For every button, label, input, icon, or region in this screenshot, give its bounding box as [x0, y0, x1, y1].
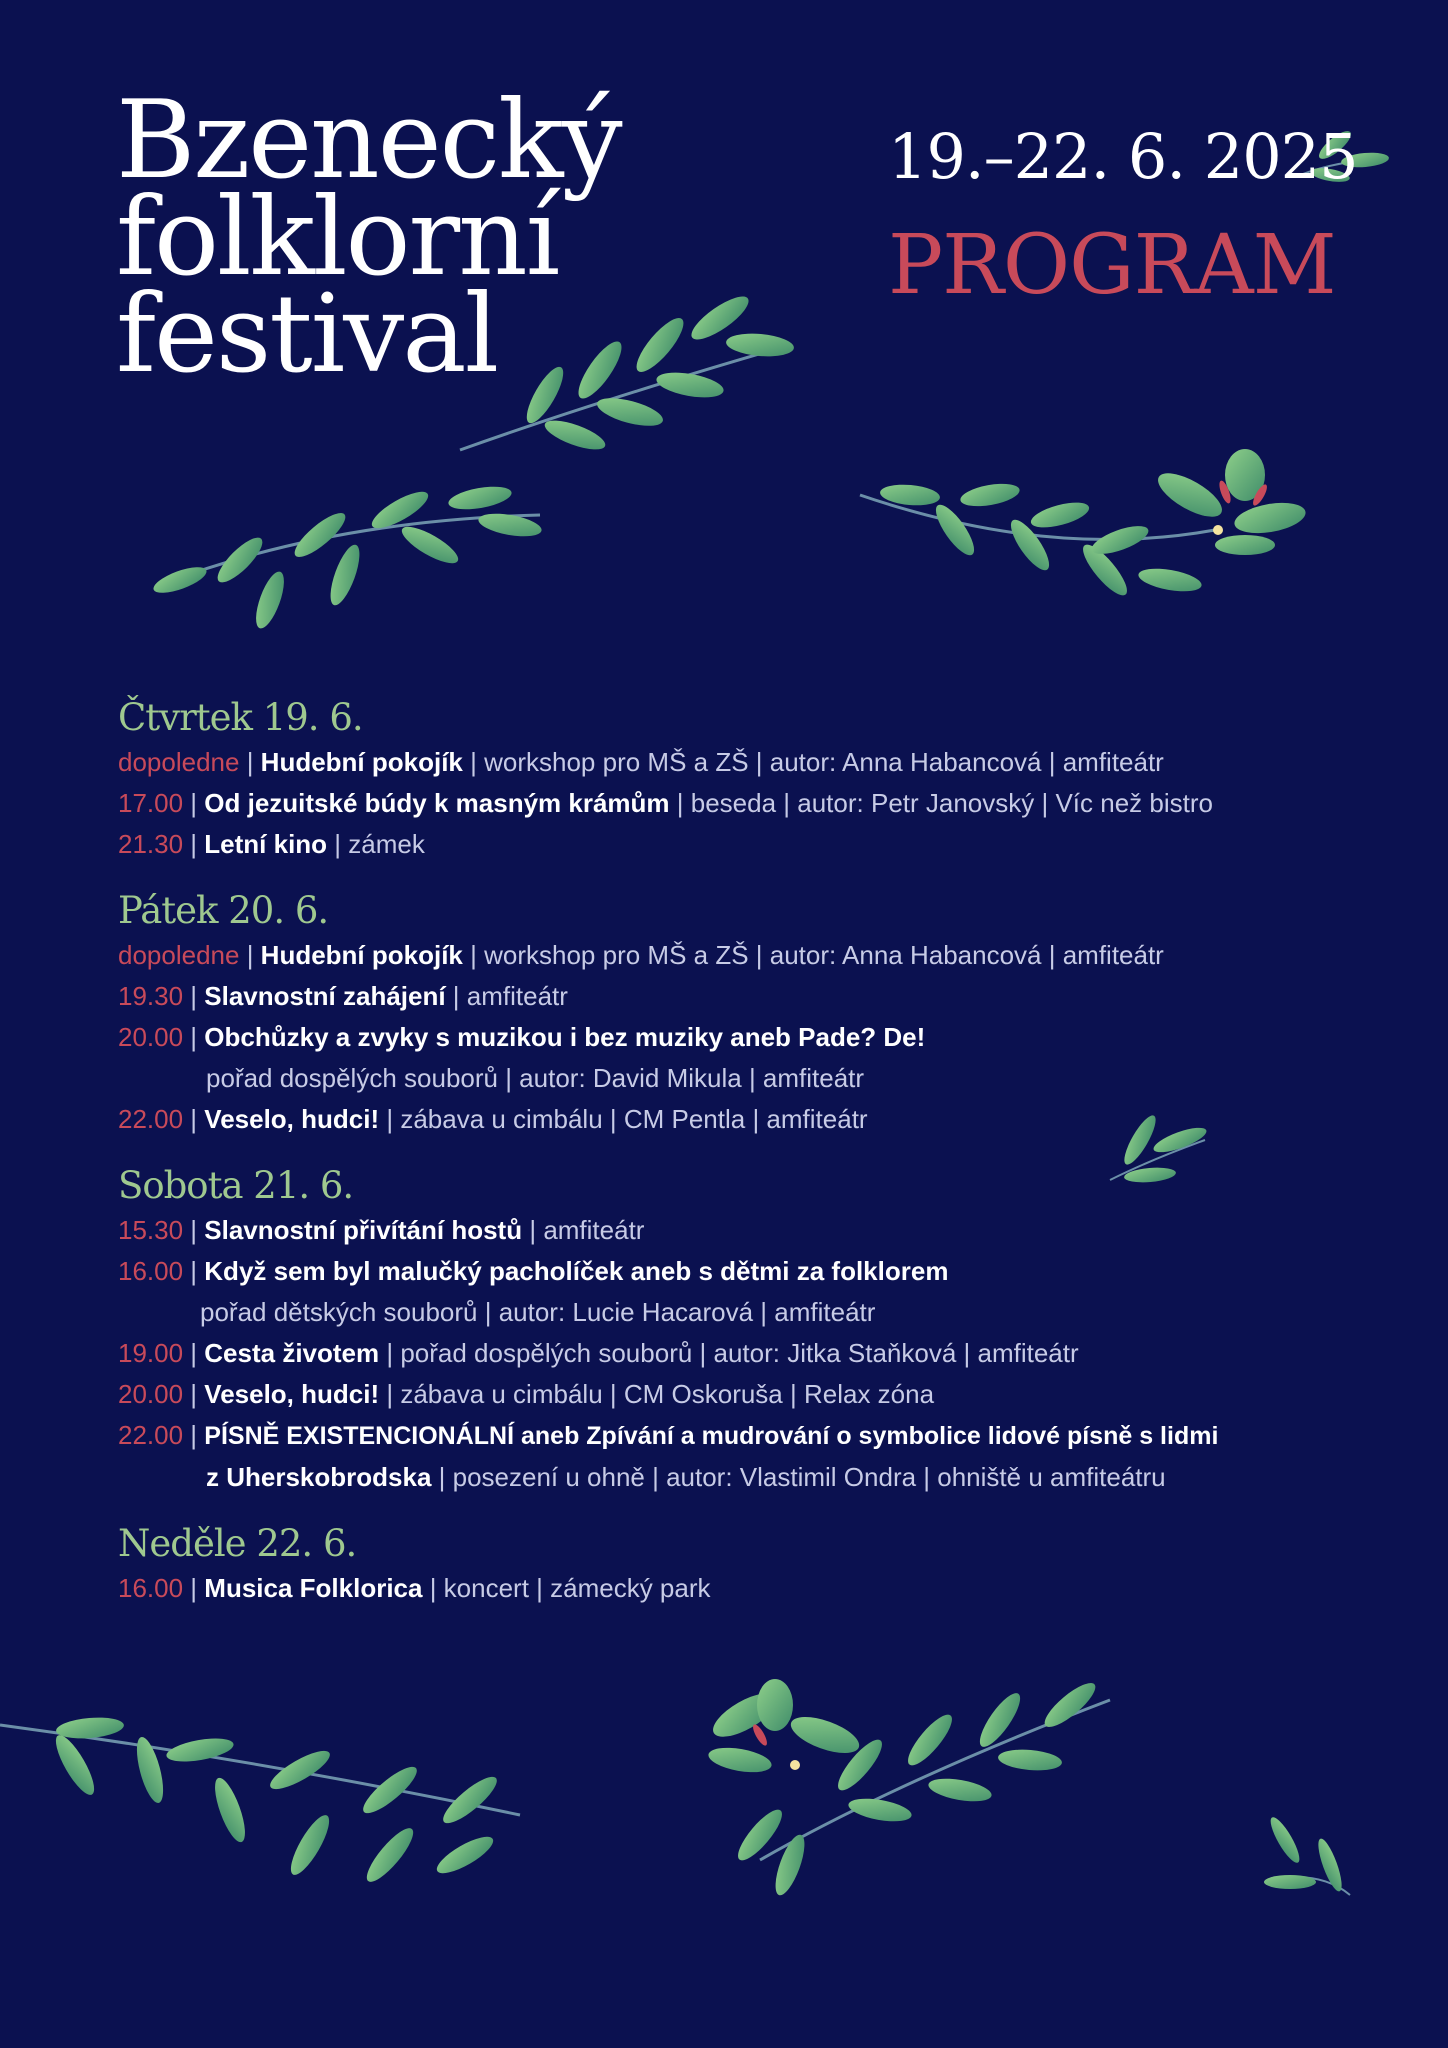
event-time: 20.00 [118, 1379, 184, 1409]
event-details: amfiteátr [466, 981, 568, 1011]
event-details: pořad dospělých souborů | autor: Jitka Staňková | amfiteátr [400, 1338, 1079, 1368]
day-sunday [118, 1520, 1418, 1609]
event-row: 17.00 | Od jezuitské búdy k masným krámům | beseda | autor: Petr Janovský | Víc než bistro [118, 788, 1213, 818]
event-details: zámek [348, 829, 425, 859]
event-row: 19.00 | Cesta životem | pořad dospělých souborů | autor: Jitka Staňková | amfiteátr [118, 1338, 1079, 1368]
event-name: Obchůzky a zvyky s muzikou i bez muziky aneb Pade? De! [204, 1022, 926, 1052]
event-name: Hudební pokojík [260, 940, 463, 970]
event-name: Veselo, hudci! [204, 1379, 380, 1409]
event-row: dopoledne | Hudební pokojík | workshop pro MŠ a ZŠ | autor: Anna Habancová | amfiteátr [118, 747, 1164, 777]
event-time: dopoledne [118, 940, 240, 970]
event-time: 17.00 [118, 788, 184, 818]
event-row: dopoledne | Hudební pokojík | workshop pro MŠ a ZŠ | autor: Anna Habancová | amfiteátr [118, 940, 1164, 970]
event-name: Když sem byl malučký pacholíček aneb s dětmi za folklorem [204, 1256, 949, 1286]
event-details: amfiteátr [543, 1215, 645, 1245]
event-row: 16.00 | Když sem byl malučký pacholíček aneb s dětmi za folklorem [118, 1256, 949, 1286]
title-line-1: Bzenecký [116, 78, 621, 203]
day-friday [118, 887, 1418, 1140]
event-time: 22.00 [118, 1420, 184, 1450]
event-name-continuation: z Uherskobrodska [206, 1462, 432, 1492]
event-details: posezení u ohně | autor: Vlastimil Ondra | ohniště u amfiteátru [452, 1462, 1166, 1492]
leaf-sprig-right-flower [860, 449, 1308, 601]
event-time: 21.30 [118, 829, 184, 859]
event-details: zábava u cimbálu | CM Pentla | amfiteátr [400, 1104, 868, 1134]
day-heading: Sobota 21. 6. [118, 1164, 354, 1207]
event-row: 15.30 | Slavnostní přivítání hostů | amfiteátr [118, 1215, 645, 1245]
event-details: pořad dospělých souborů | autor: David Mikula | amfiteátr [206, 1063, 865, 1093]
event-details: beseda | autor: Petr Janovský | Víc než bistro [690, 788, 1213, 818]
event-name: Musica Folklorica [204, 1573, 423, 1603]
event-details: pořad dětských souborů | autor: Lucie Hacarová | amfiteátr [200, 1297, 876, 1327]
event-name: Veselo, hudci! [204, 1104, 380, 1134]
event-time: 15.30 [118, 1215, 184, 1245]
event-details: workshop pro MŠ a ZŠ | autor: Anna Habancová | amfiteátr [484, 747, 1164, 777]
event-time: 22.00 [118, 1104, 184, 1134]
event-name: Od jezuitské búdy k masným krámům [204, 788, 670, 818]
event-time: 16.00 [118, 1256, 184, 1286]
event-row: 21.30 | Letní kino | zámek [118, 829, 425, 859]
program-label: PROGRAM [888, 218, 1336, 313]
event-time: 19.00 [118, 1338, 184, 1368]
festival-title [116, 78, 621, 397]
day-heading: Neděle 22. 6. [118, 1522, 357, 1565]
day-saturday [118, 1162, 1418, 1498]
event-row: 19.30 | Slavnostní zahájení | amfiteátr [118, 981, 568, 1011]
title-line-3: festival [116, 272, 498, 397]
event-details: zábava u cimbálu | CM Oskoruša | Relax zóna [400, 1379, 935, 1409]
leaf-sprig-left [151, 483, 544, 632]
event-row: 20.00 | Obchůzky a zvyky s muzikou i bez muziky aneb Pade? De! [118, 1022, 926, 1052]
festival-dates: 19.–22. 6. 2025 [888, 120, 1358, 193]
event-time: 20.00 [118, 1022, 184, 1052]
event-name: PÍSNĚ EXISTENCIONÁLNÍ aneb Zpívání a mudrování o symbolice lidové písně s lidmi [204, 1422, 1219, 1450]
event-continuation [118, 1292, 1418, 1333]
day-heading: Čtvrtek 19. 6. [118, 696, 363, 739]
event-name: Cesta životem [204, 1338, 380, 1368]
schedule [118, 694, 1418, 1631]
title-line-2: folklorní [116, 175, 559, 300]
event-details: koncert | zámecký park [443, 1573, 711, 1603]
event-row: 20.00 | Veselo, hudci! | zábava u cimbálu | CM Oskoruša | Relax zóna [118, 1379, 935, 1409]
event-row: 22.00 | Veselo, hudci! | zábava u cimbálu | CM Pentla | amfiteátr [118, 1104, 868, 1134]
day-heading: Pátek 20. 6. [118, 889, 329, 932]
day-thursday [118, 694, 1418, 865]
event-time: 16.00 [118, 1573, 184, 1603]
event-details: workshop pro MŠ a ZŠ | autor: Anna Habancová | amfiteátr [484, 940, 1164, 970]
event-name: Hudební pokojík [260, 747, 463, 777]
event-name: Slavnostní zahájení [204, 981, 446, 1011]
event-continuation [118, 1058, 1418, 1099]
leaf-sprig-bottom-center [707, 1677, 1110, 1899]
event-time: dopoledne [118, 747, 240, 777]
leaf-sprig-bottom-left [0, 1715, 520, 1887]
event-continuation: z Uherskobrodska | posezení u ohně | autor: Vlastimil Ondra | ohniště u amfiteátru [206, 1462, 1166, 1492]
event-row: 16.00 | Musica Folklorica | koncert | zámecký park [118, 1573, 711, 1603]
event-time: 19.30 [118, 981, 184, 1011]
event-row: 22.00 | PÍSNĚ EXISTENCIONÁLNÍ aneb Zpívání a mudrování o symbolice lidové písně s lidmi [118, 1420, 1219, 1450]
leaf-sprig-bottom-right [1264, 1814, 1350, 1895]
event-name: Letní kino [204, 829, 328, 859]
event-name: Slavnostní přivítání hostů [204, 1215, 523, 1245]
